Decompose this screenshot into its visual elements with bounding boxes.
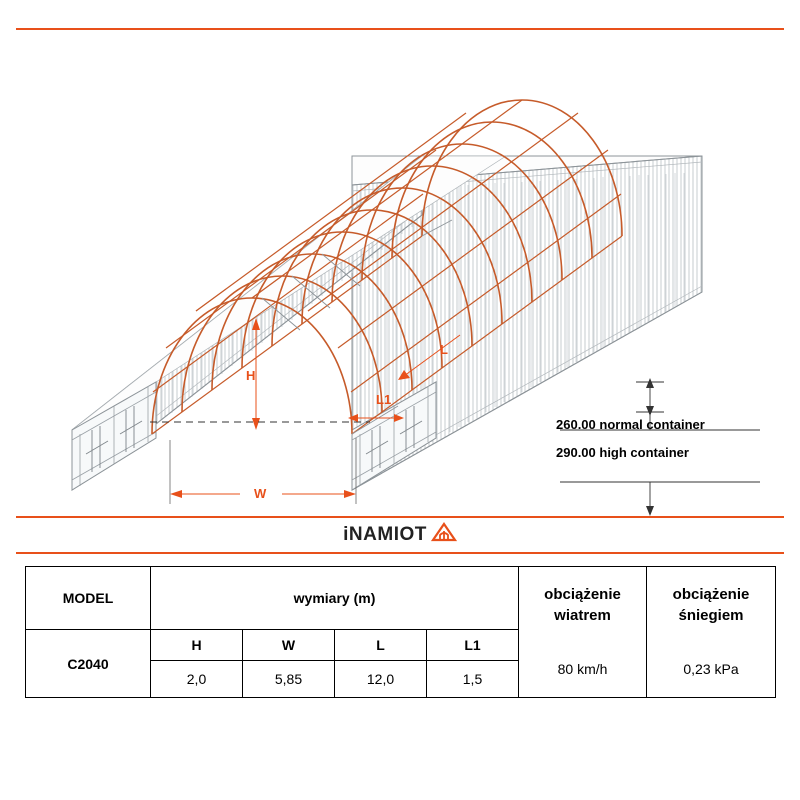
dimension-label-l: L [440, 342, 448, 357]
specification-table [25, 566, 776, 698]
dim-header-h: H [151, 630, 243, 661]
cell-h: 2,0 [151, 661, 243, 698]
dim-header-l1: L1 [427, 630, 519, 661]
cell-model-value: C2040 [26, 630, 151, 698]
table-header-row [26, 567, 776, 630]
header-snow-load [647, 567, 776, 698]
header-wind-load-text: obciążenie wiatrem [544, 586, 621, 624]
header-dimensions: wymiary (m) [151, 567, 519, 630]
brand-name-prefix: i [343, 524, 349, 545]
dimension-label-l1: L1 [376, 392, 392, 407]
cell-l1: 1,5 [427, 661, 519, 698]
header-wind-load [519, 567, 647, 698]
label-high-container: 290.00 high container [556, 445, 689, 460]
technical-drawing [0, 30, 800, 516]
cell-snow-value: 0,23 kPa [683, 660, 739, 677]
header-snow-load-text: obciążenie śniegiem [672, 586, 750, 624]
header-model: MODEL [26, 567, 151, 630]
tent-icon [431, 521, 457, 550]
cell-w: 5,85 [243, 661, 335, 698]
dimension-label-h: H [246, 368, 256, 383]
drawing-svg [0, 30, 800, 516]
brand-name: NAMIOT [348, 524, 427, 545]
brand-logo [0, 518, 800, 552]
dim-header-l: L [335, 630, 427, 661]
dim-header-w: W [243, 630, 335, 661]
label-normal-container: 260.00 normal container [556, 417, 705, 432]
cell-wind-value: 80 km/h [557, 660, 608, 677]
dimension-label-w: W [254, 486, 267, 501]
divider-below-logo [16, 552, 784, 554]
cell-l: 12,0 [335, 661, 427, 698]
